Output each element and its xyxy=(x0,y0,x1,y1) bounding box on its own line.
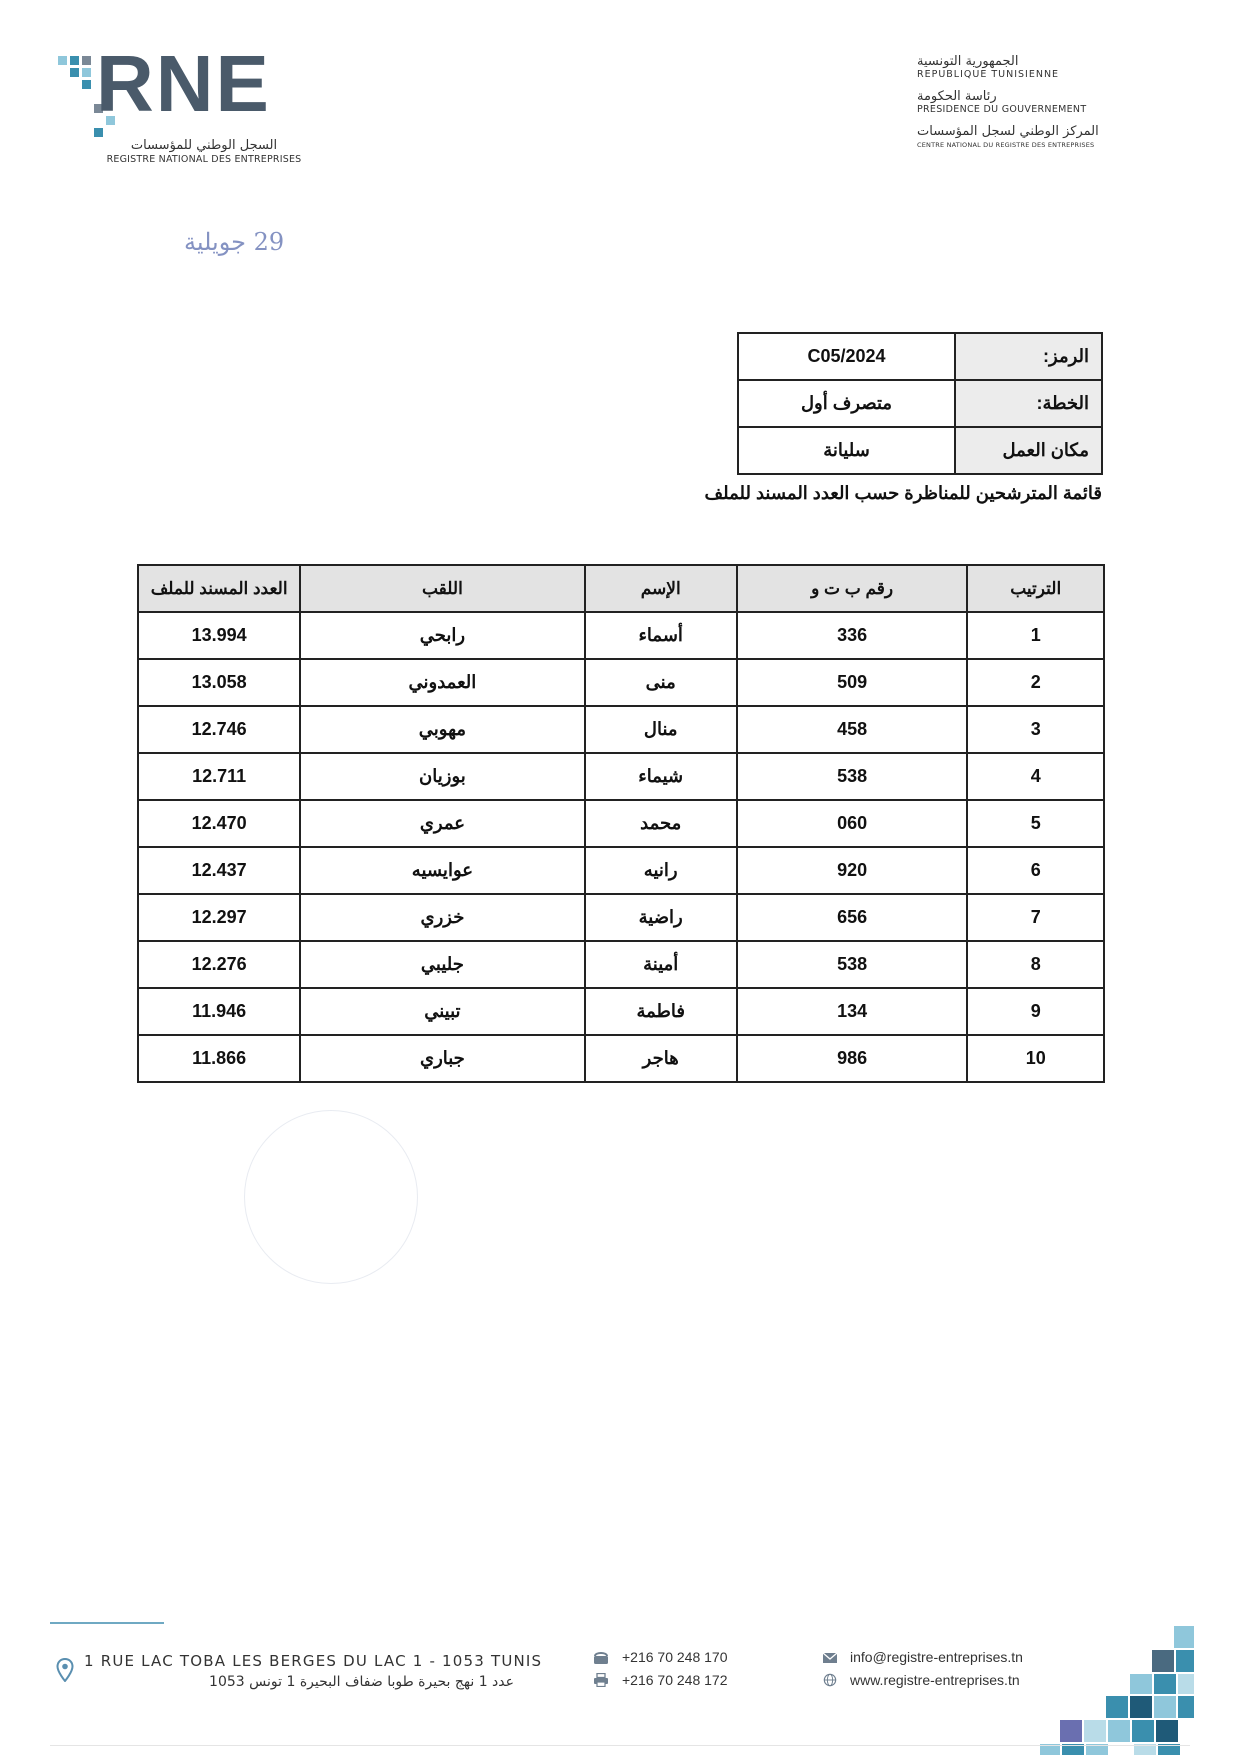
table-row xyxy=(138,941,1104,988)
cell-id: 538 xyxy=(737,753,968,800)
presidency-fr: PRESIDENCE DU GOUVERNEMENT xyxy=(917,104,1087,115)
table-row xyxy=(138,988,1104,1035)
info-value: متصرف أول xyxy=(738,380,955,427)
cell-first-name: راضية xyxy=(585,894,737,941)
header-rank: الترتيب xyxy=(967,565,1104,612)
cell-score: 13.994 xyxy=(138,612,300,659)
globe-icon xyxy=(822,1673,838,1687)
cell-id: 060 xyxy=(737,800,968,847)
cell-last-name: عوايسيه xyxy=(300,847,584,894)
cell-id: 656 xyxy=(737,894,968,941)
location-pin-icon xyxy=(56,1658,74,1682)
logo-arabic-name: السجل الوطني للمؤسسات xyxy=(130,138,278,153)
cell-score: 12.711 xyxy=(138,753,300,800)
decorative-pixel-pattern xyxy=(1040,1620,1241,1755)
cell-last-name: خزري xyxy=(300,894,584,941)
cell-first-name: رانيه xyxy=(585,847,737,894)
cell-first-name: هاجر xyxy=(585,1035,737,1082)
cell-last-name: جليبي xyxy=(300,941,584,988)
center-ar: المركز الوطني لسجل المؤسسات xyxy=(917,124,1099,139)
presidency-ar: رئاسة الحكومة xyxy=(917,89,997,104)
info-value: سليانة xyxy=(738,427,955,474)
cell-score: 11.946 xyxy=(138,988,300,1035)
cell-rank: 10 xyxy=(967,1035,1104,1082)
cell-score: 12.276 xyxy=(138,941,300,988)
cell-id: 538 xyxy=(737,941,968,988)
logo-french-name: REGISTRE NATIONAL DES ENTREPRISES xyxy=(106,154,302,165)
cell-last-name: بوزيان xyxy=(300,753,584,800)
logo-letters: RNE xyxy=(96,39,271,128)
phone-icon xyxy=(593,1651,609,1665)
table-row xyxy=(138,659,1104,706)
address-french: 1 RUE LAC TOBA LES BERGES DU LAC 1 - 1053 TUNIS xyxy=(84,1652,543,1670)
cell-rank: 1 xyxy=(967,612,1104,659)
fax-number: +216 70 248 172 xyxy=(622,1672,728,1688)
table-row xyxy=(138,800,1104,847)
cell-rank: 6 xyxy=(967,847,1104,894)
cell-last-name: جباري xyxy=(300,1035,584,1082)
cell-first-name: منى xyxy=(585,659,737,706)
cell-rank: 5 xyxy=(967,800,1104,847)
cell-last-name: العمدوني xyxy=(300,659,584,706)
info-label: مكان العمل xyxy=(955,427,1102,474)
table-row xyxy=(138,753,1104,800)
cell-rank: 4 xyxy=(967,753,1104,800)
cell-first-name: منال xyxy=(585,706,737,753)
cell-rank: 7 xyxy=(967,894,1104,941)
cell-rank: 2 xyxy=(967,659,1104,706)
footer-accent-line xyxy=(50,1622,164,1624)
cell-rank: 3 xyxy=(967,706,1104,753)
cell-first-name: أسماء xyxy=(585,612,737,659)
cell-id: 336 xyxy=(737,612,968,659)
table-row xyxy=(138,706,1104,753)
cell-id: 134 xyxy=(737,988,968,1035)
cell-id: 509 xyxy=(737,659,968,706)
republic-fr: REPUBLIQUE TUNISIENNE xyxy=(917,69,1060,80)
info-label: الرمز: xyxy=(955,333,1102,380)
website-url: www.registre-entreprises.tn xyxy=(850,1672,1020,1688)
list-caption: قائمة المترشحين للمناظرة حسب العدد المسند للملف xyxy=(704,483,1102,503)
header-score: العدد المسند للملف xyxy=(138,565,300,612)
rne-logo xyxy=(58,39,308,172)
cell-first-name: أمينة xyxy=(585,941,737,988)
info-row-code xyxy=(738,333,1102,380)
cell-rank: 8 xyxy=(967,941,1104,988)
position-info-table xyxy=(737,332,1103,475)
candidates-table xyxy=(137,564,1105,1083)
footer-bottom-divider xyxy=(50,1745,1190,1746)
info-label: الخطة: xyxy=(955,380,1102,427)
info-row-location xyxy=(738,427,1102,474)
info-value: C05/2024 xyxy=(738,333,955,380)
table-row xyxy=(138,1035,1104,1082)
cell-first-name: فاطمة xyxy=(585,988,737,1035)
cell-first-name: شيماء xyxy=(585,753,737,800)
center-fr: CENTRE NATIONAL DU REGISTRE DES ENTREPRISES xyxy=(917,141,1095,149)
cell-id: 986 xyxy=(737,1035,968,1082)
table-row xyxy=(138,847,1104,894)
cell-score: 12.470 xyxy=(138,800,300,847)
cell-last-name: مهوبي xyxy=(300,706,584,753)
cell-score: 12.437 xyxy=(138,847,300,894)
cell-last-name: عمري xyxy=(300,800,584,847)
cell-score: 12.297 xyxy=(138,894,300,941)
email-address: info@registre-entreprises.tn xyxy=(850,1649,1023,1665)
government-header xyxy=(917,54,1177,159)
cell-last-name: تبيني xyxy=(300,988,584,1035)
email-icon xyxy=(822,1651,838,1665)
cell-first-name: محمد xyxy=(585,800,737,847)
table-header-row xyxy=(138,565,1104,612)
header-last-name: اللقب xyxy=(300,565,584,612)
cell-rank: 9 xyxy=(967,988,1104,1035)
date-stamp: 29 جويلية xyxy=(184,228,285,256)
phone-number: +216 70 248 170 xyxy=(622,1649,728,1665)
cell-score: 13.058 xyxy=(138,659,300,706)
table-row xyxy=(138,894,1104,941)
header-id: رقم ب ت و xyxy=(737,565,968,612)
fax-icon xyxy=(593,1673,609,1687)
header-first-name: الإسم xyxy=(585,565,737,612)
cell-last-name: رابحي xyxy=(300,612,584,659)
cell-score: 11.866 xyxy=(138,1035,300,1082)
info-row-position xyxy=(738,380,1102,427)
address-arabic: عدد 1 نهج بحيرة طوبا ضفاف البحيرة 1 تونس 1053 xyxy=(209,1674,514,1690)
republic-ar: الجمهورية التونسية xyxy=(917,54,1019,69)
cell-id: 920 xyxy=(737,847,968,894)
cell-id: 458 xyxy=(737,706,968,753)
table-row xyxy=(138,612,1104,659)
cell-score: 12.746 xyxy=(138,706,300,753)
faint-seal xyxy=(244,1110,418,1284)
